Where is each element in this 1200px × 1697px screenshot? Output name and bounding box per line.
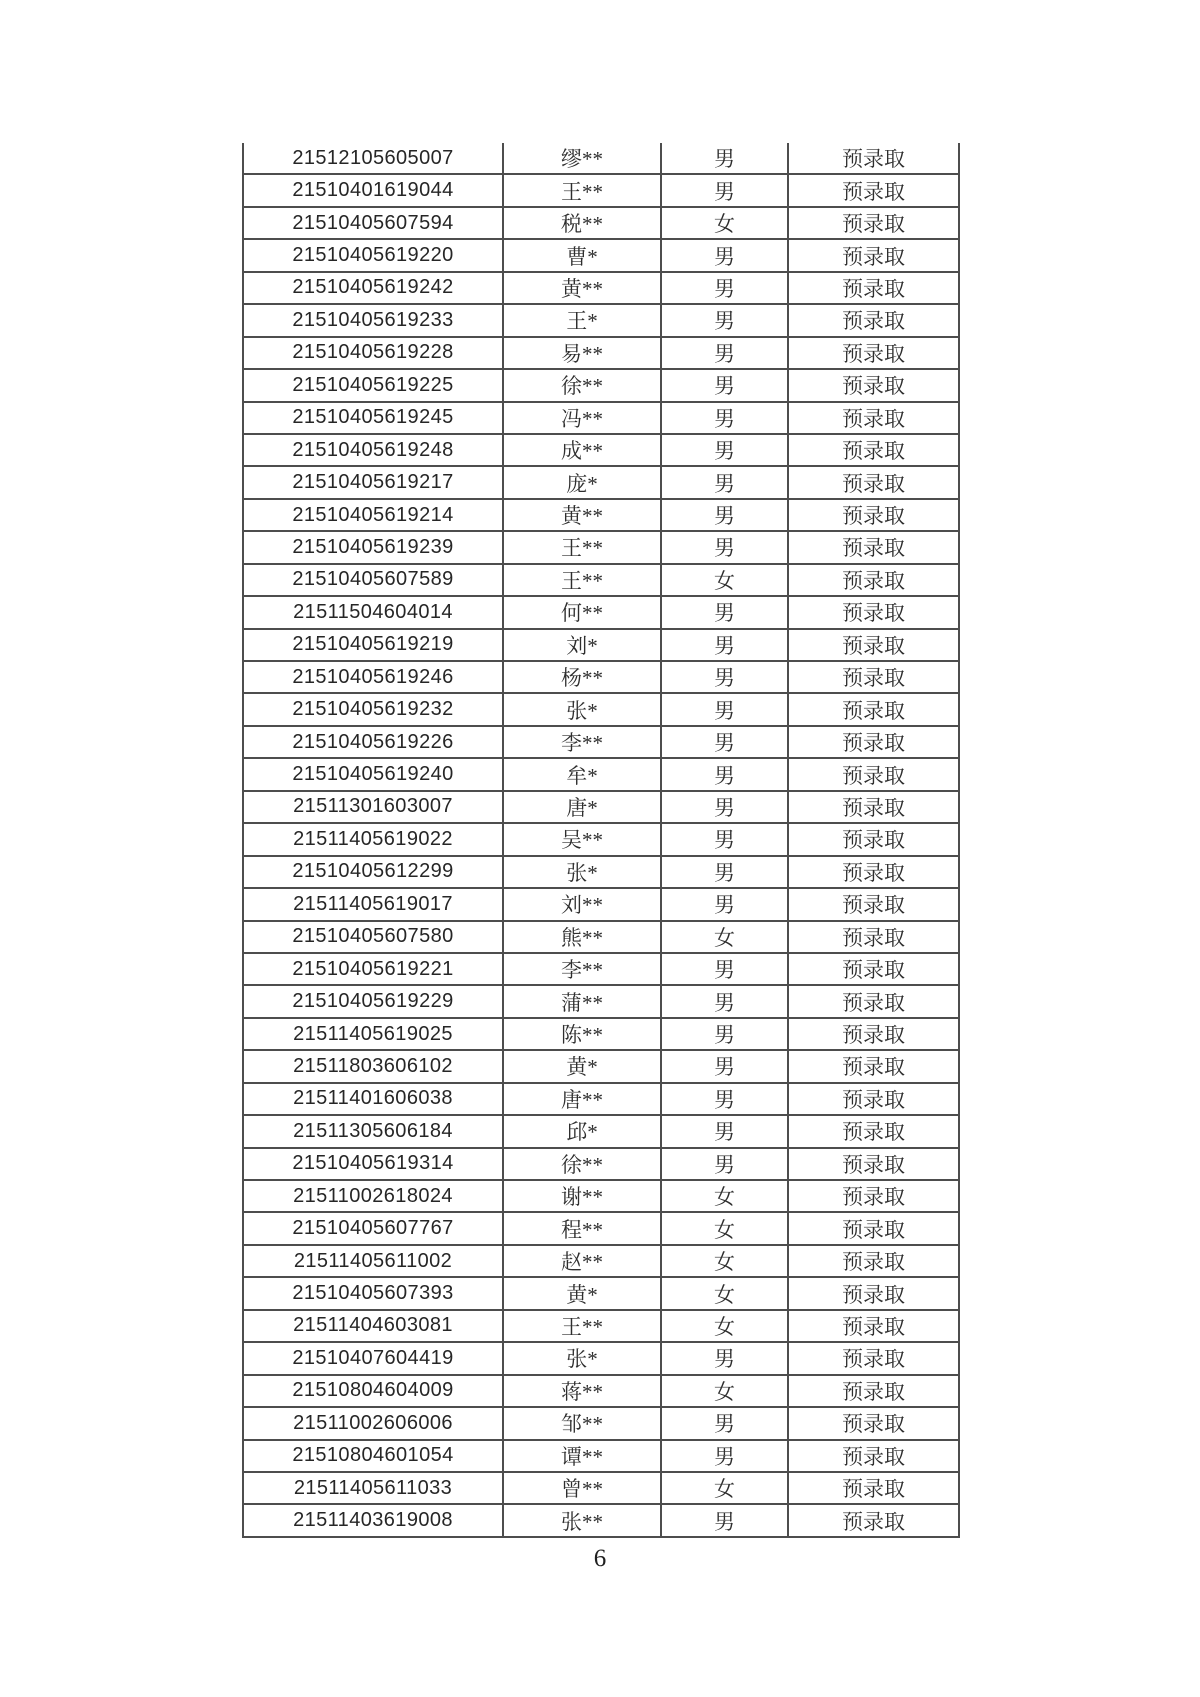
name-cell: 熊**	[503, 921, 661, 953]
gender-cell: 女	[661, 1472, 788, 1504]
table-row	[243, 758, 959, 790]
candidate-id-cell: 21510405607767	[243, 1212, 503, 1244]
gender-cell: 男	[661, 434, 788, 466]
name-cell: 王**	[503, 1310, 661, 1342]
status-cell: 预录取	[788, 1342, 959, 1374]
gender-cell: 男	[661, 726, 788, 758]
gender-cell: 男	[661, 1407, 788, 1439]
status-cell: 预录取	[788, 791, 959, 823]
name-cell: 张*	[503, 1342, 661, 1374]
candidate-id-cell: 21511403619008	[243, 1504, 503, 1536]
candidate-id-cell: 21510405619221	[243, 953, 503, 985]
candidate-id-cell: 21511404603081	[243, 1310, 503, 1342]
table-row	[243, 531, 959, 563]
gender-cell: 男	[661, 1050, 788, 1082]
table-row	[243, 726, 959, 758]
gender-cell: 男	[661, 499, 788, 531]
status-cell: 预录取	[788, 1245, 959, 1277]
name-cell: 陈**	[503, 1018, 661, 1050]
candidate-id-cell: 21510804604009	[243, 1375, 503, 1407]
gender-cell: 女	[661, 921, 788, 953]
candidate-id-cell: 21511504604014	[243, 596, 503, 628]
status-cell: 预录取	[788, 985, 959, 1017]
candidate-id-cell: 21510405619229	[243, 985, 503, 1017]
name-cell: 王**	[503, 174, 661, 206]
status-cell: 预录取	[788, 466, 959, 498]
table-row	[243, 1440, 959, 1472]
status-cell: 预录取	[788, 434, 959, 466]
status-cell: 预录取	[788, 272, 959, 304]
status-cell: 预录取	[788, 1407, 959, 1439]
table-row	[243, 661, 959, 693]
table-row	[243, 1504, 959, 1536]
status-cell: 预录取	[788, 1472, 959, 1504]
name-cell: 黄*	[503, 1050, 661, 1082]
gender-cell: 男	[661, 272, 788, 304]
gender-cell: 女	[661, 564, 788, 596]
status-cell: 预录取	[788, 1180, 959, 1212]
candidate-id-cell: 21511803606102	[243, 1050, 503, 1082]
status-cell: 预录取	[788, 596, 959, 628]
table-row	[243, 823, 959, 855]
status-cell: 预录取	[788, 726, 959, 758]
gender-cell: 男	[661, 1440, 788, 1472]
gender-cell: 男	[661, 1115, 788, 1147]
gender-cell: 男	[661, 953, 788, 985]
name-cell: 庞*	[503, 466, 661, 498]
gender-cell: 男	[661, 661, 788, 693]
gender-cell: 男	[661, 143, 788, 174]
status-cell: 预录取	[788, 564, 959, 596]
table-row	[243, 1212, 959, 1244]
gender-cell: 男	[661, 1148, 788, 1180]
status-cell: 预录取	[788, 661, 959, 693]
table-row	[243, 272, 959, 304]
gender-cell: 男	[661, 402, 788, 434]
gender-cell: 女	[661, 1212, 788, 1244]
name-cell: 张*	[503, 856, 661, 888]
candidate-id-cell: 21510405619239	[243, 531, 503, 563]
status-cell: 预录取	[788, 823, 959, 855]
status-cell: 预录取	[788, 758, 959, 790]
admission-table-body	[243, 143, 959, 1537]
name-cell: 吴**	[503, 823, 661, 855]
gender-cell: 男	[661, 1018, 788, 1050]
candidate-id-cell: 21511405619017	[243, 888, 503, 920]
table-row	[243, 596, 959, 628]
table-row	[243, 337, 959, 369]
candidate-id-cell: 21510405607589	[243, 564, 503, 596]
candidate-id-cell: 21510405619220	[243, 239, 503, 271]
candidate-id-cell: 21510405619240	[243, 758, 503, 790]
name-cell: 牟*	[503, 758, 661, 790]
name-cell: 徐**	[503, 1148, 661, 1180]
candidate-id-cell: 21512105605007	[243, 143, 503, 174]
table-row	[243, 434, 959, 466]
table-row	[243, 1245, 959, 1277]
name-cell: 王**	[503, 564, 661, 596]
gender-cell: 男	[661, 1342, 788, 1374]
status-cell: 预录取	[788, 499, 959, 531]
table-row	[243, 1083, 959, 1115]
name-cell: 徐**	[503, 369, 661, 401]
name-cell: 张**	[503, 1504, 661, 1536]
table-row	[243, 499, 959, 531]
name-cell: 刘**	[503, 888, 661, 920]
candidate-id-cell: 21511002618024	[243, 1180, 503, 1212]
status-cell: 预录取	[788, 1018, 959, 1050]
candidate-id-cell: 21511305606184	[243, 1115, 503, 1147]
candidate-id-cell: 21510405619219	[243, 629, 503, 661]
candidate-id-cell: 21511002606006	[243, 1407, 503, 1439]
table-row	[243, 564, 959, 596]
candidate-id-cell: 21510405607594	[243, 207, 503, 239]
name-cell: 程**	[503, 1212, 661, 1244]
table-row	[243, 143, 959, 174]
table-row	[243, 1310, 959, 1342]
candidate-id-cell: 21511405619022	[243, 823, 503, 855]
table-row	[243, 304, 959, 336]
table-row	[243, 1180, 959, 1212]
candidate-id-cell: 21510405619225	[243, 369, 503, 401]
status-cell: 预录取	[788, 629, 959, 661]
gender-cell: 男	[661, 531, 788, 563]
status-cell: 预录取	[788, 207, 959, 239]
status-cell: 预录取	[788, 921, 959, 953]
status-cell: 预录取	[788, 1310, 959, 1342]
table-row	[243, 629, 959, 661]
name-cell: 曾**	[503, 1472, 661, 1504]
status-cell: 预录取	[788, 304, 959, 336]
status-cell: 预录取	[788, 1375, 959, 1407]
gender-cell: 男	[661, 629, 788, 661]
status-cell: 预录取	[788, 856, 959, 888]
candidate-id-cell: 21510401619044	[243, 174, 503, 206]
candidate-id-cell: 21511405611002	[243, 1245, 503, 1277]
gender-cell: 男	[661, 239, 788, 271]
gender-cell: 男	[661, 791, 788, 823]
candidate-id-cell: 21510804601054	[243, 1440, 503, 1472]
gender-cell: 男	[661, 174, 788, 206]
gender-cell: 女	[661, 1310, 788, 1342]
candidate-id-cell: 21510405619232	[243, 693, 503, 725]
name-cell: 曹*	[503, 239, 661, 271]
gender-cell: 女	[661, 1375, 788, 1407]
name-cell: 谢**	[503, 1180, 661, 1212]
candidate-id-cell: 21510405612299	[243, 856, 503, 888]
name-cell: 邱*	[503, 1115, 661, 1147]
name-cell: 张*	[503, 693, 661, 725]
candidate-id-cell: 21510407604419	[243, 1342, 503, 1374]
name-cell: 蒋**	[503, 1375, 661, 1407]
table-row	[243, 1050, 959, 1082]
gender-cell: 男	[661, 337, 788, 369]
name-cell: 税**	[503, 207, 661, 239]
gender-cell: 男	[661, 1083, 788, 1115]
name-cell: 唐*	[503, 791, 661, 823]
table-row	[243, 402, 959, 434]
status-cell: 预录取	[788, 693, 959, 725]
candidate-id-cell: 21511405619025	[243, 1018, 503, 1050]
name-cell: 成**	[503, 434, 661, 466]
table-row	[243, 1277, 959, 1309]
candidate-id-cell: 21510405619228	[243, 337, 503, 369]
table-row	[243, 1375, 959, 1407]
admission-table	[242, 143, 960, 1538]
status-cell: 预录取	[788, 1212, 959, 1244]
status-cell: 预录取	[788, 239, 959, 271]
name-cell: 黄**	[503, 499, 661, 531]
candidate-id-cell: 21510405619248	[243, 434, 503, 466]
table-row	[243, 174, 959, 206]
name-cell: 冯**	[503, 402, 661, 434]
gender-cell: 男	[661, 888, 788, 920]
table-row	[243, 1018, 959, 1050]
name-cell: 谭**	[503, 1440, 661, 1472]
candidate-id-cell: 21510405619246	[243, 661, 503, 693]
name-cell: 杨**	[503, 661, 661, 693]
status-cell: 预录取	[788, 1440, 959, 1472]
page-number: 6	[593, 1545, 607, 1572]
name-cell: 王*	[503, 304, 661, 336]
status-cell: 预录取	[788, 1504, 959, 1536]
name-cell: 刘*	[503, 629, 661, 661]
status-cell: 预录取	[788, 1050, 959, 1082]
gender-cell: 男	[661, 693, 788, 725]
candidate-id-cell: 21510405619242	[243, 272, 503, 304]
gender-cell: 男	[661, 823, 788, 855]
table-row	[243, 693, 959, 725]
status-cell: 预录取	[788, 888, 959, 920]
status-cell: 预录取	[788, 369, 959, 401]
name-cell: 邹**	[503, 1407, 661, 1439]
status-cell: 预录取	[788, 1115, 959, 1147]
candidate-id-cell: 21510405607393	[243, 1277, 503, 1309]
candidate-id-cell: 21510405619245	[243, 402, 503, 434]
table-row	[243, 791, 959, 823]
name-cell: 王**	[503, 531, 661, 563]
gender-cell: 女	[661, 1180, 788, 1212]
candidate-id-cell: 21510405619314	[243, 1148, 503, 1180]
gender-cell: 女	[661, 1277, 788, 1309]
table-row	[243, 369, 959, 401]
candidate-id-cell: 21510405619233	[243, 304, 503, 336]
name-cell: 唐**	[503, 1083, 661, 1115]
name-cell: 李**	[503, 953, 661, 985]
candidate-id-cell: 21510405607580	[243, 921, 503, 953]
name-cell: 何**	[503, 596, 661, 628]
status-cell: 预录取	[788, 337, 959, 369]
name-cell: 赵**	[503, 1245, 661, 1277]
gender-cell: 男	[661, 304, 788, 336]
status-cell: 预录取	[788, 143, 959, 174]
name-cell: 缪**	[503, 143, 661, 174]
gender-cell: 男	[661, 856, 788, 888]
table-row	[243, 466, 959, 498]
table-row	[243, 888, 959, 920]
candidate-id-cell: 21510405619217	[243, 466, 503, 498]
name-cell: 蒲**	[503, 985, 661, 1017]
name-cell: 黄*	[503, 1277, 661, 1309]
candidate-id-cell: 21511301603007	[243, 791, 503, 823]
gender-cell: 男	[661, 1504, 788, 1536]
table-row	[243, 1342, 959, 1374]
table-row	[243, 239, 959, 271]
status-cell: 预录取	[788, 1148, 959, 1180]
candidate-id-cell: 21510405619226	[243, 726, 503, 758]
gender-cell: 男	[661, 369, 788, 401]
table-row	[243, 1407, 959, 1439]
table-row	[243, 1472, 959, 1504]
table-row	[243, 207, 959, 239]
table-row	[243, 985, 959, 1017]
gender-cell: 男	[661, 985, 788, 1017]
name-cell: 黄**	[503, 272, 661, 304]
name-cell: 易**	[503, 337, 661, 369]
table-row	[243, 921, 959, 953]
candidate-id-cell: 21510405619214	[243, 499, 503, 531]
gender-cell: 女	[661, 1245, 788, 1277]
candidate-id-cell: 21511405611033	[243, 1472, 503, 1504]
status-cell: 预录取	[788, 531, 959, 563]
table-row	[243, 1115, 959, 1147]
table-row	[243, 856, 959, 888]
gender-cell: 男	[661, 596, 788, 628]
status-cell: 预录取	[788, 402, 959, 434]
gender-cell: 男	[661, 466, 788, 498]
name-cell: 李**	[503, 726, 661, 758]
status-cell: 预录取	[788, 174, 959, 206]
status-cell: 预录取	[788, 1083, 959, 1115]
status-cell: 预录取	[788, 1277, 959, 1309]
gender-cell: 女	[661, 207, 788, 239]
table-row	[243, 1148, 959, 1180]
candidate-id-cell: 21511401606038	[243, 1083, 503, 1115]
gender-cell: 男	[661, 758, 788, 790]
status-cell: 预录取	[788, 953, 959, 985]
table-row	[243, 953, 959, 985]
